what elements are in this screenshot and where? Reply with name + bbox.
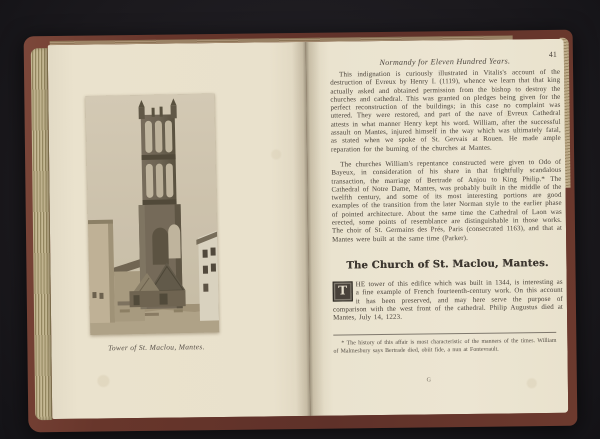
running-header: Normandy for Eleven Hundred Years. bbox=[379, 56, 511, 68]
text-block bbox=[330, 50, 564, 385]
body-paragraph-2: The churches William's repentance constructed were given to Odo of Bayeux, in consideration of his share in that frightfully scandalous transaction, the marriage of Bertrade of Anjou to King Philip.* The Cathedral of Notre Dame, Mantes, was probably built in the middle of the twelfth century, and some of its most interesting portions are good examples of the transition from the later Norman style to the earlier phase of pointed architecture. About the same time the Cathedral of Laon was erected, some points of resemblance are distinguishable in those works. The choir of St. Germains des Prés, Paris (consecrated 1163), and that at Mantes were built at the same time (Parker). bbox=[331, 157, 563, 244]
open-book bbox=[24, 30, 578, 433]
tower-photo-illustration bbox=[85, 93, 219, 335]
page-spread bbox=[48, 39, 569, 419]
footnote: * The history of this affair is most characteristic of the manners of the times. William of Malmesbury says Bertrade died, obiit fide, a nun at Fontevrault. bbox=[333, 338, 557, 355]
signature-mark: G bbox=[426, 377, 432, 384]
photo-caption: Tower of St. Maclou, Mantes. bbox=[108, 342, 205, 353]
running-header-row bbox=[330, 49, 560, 68]
drop-cap-initial: T bbox=[333, 281, 353, 301]
section-paragraph-text: HE tower of this edifice which was built in 1344, is interesting as a fine example of French fourteenth-century work. On this account it has been preserved, and may here serve the purpose of comparison with the west front of the cathedral. Philip Augustus died at Mantes, July 14, 1223. bbox=[332, 277, 563, 322]
footnote-rule bbox=[333, 332, 556, 336]
page-number: 41 bbox=[548, 49, 557, 59]
tower-photograph bbox=[85, 93, 219, 335]
body-paragraph-1: This indignation is curiously illustrated in Vitalis's account of the destruction of Evreux by Henry I. (1119), whence we learn that that king actually asked and obtained permission from the bishop to destroy the churches and cathedral. This was granted on pledges being given for the perfect reconstruction of the buildings; in this case no complaint was uttered. They were restored, and part of the nave of Evreux Cathedral attests in what manner Henry kept his word. William, after the successful assault on Mantes, injured himself in the way which was ultimately fatal, as stated when we spoke of St. Gervais at Rouen. He made ample reparation for the burning of the churches at Mantes. bbox=[330, 67, 561, 154]
section-heading: The Church of St. Maclou, Mantes. bbox=[346, 257, 549, 272]
section-paragraph bbox=[333, 278, 563, 322]
right-page bbox=[306, 39, 569, 416]
left-page bbox=[48, 42, 311, 419]
